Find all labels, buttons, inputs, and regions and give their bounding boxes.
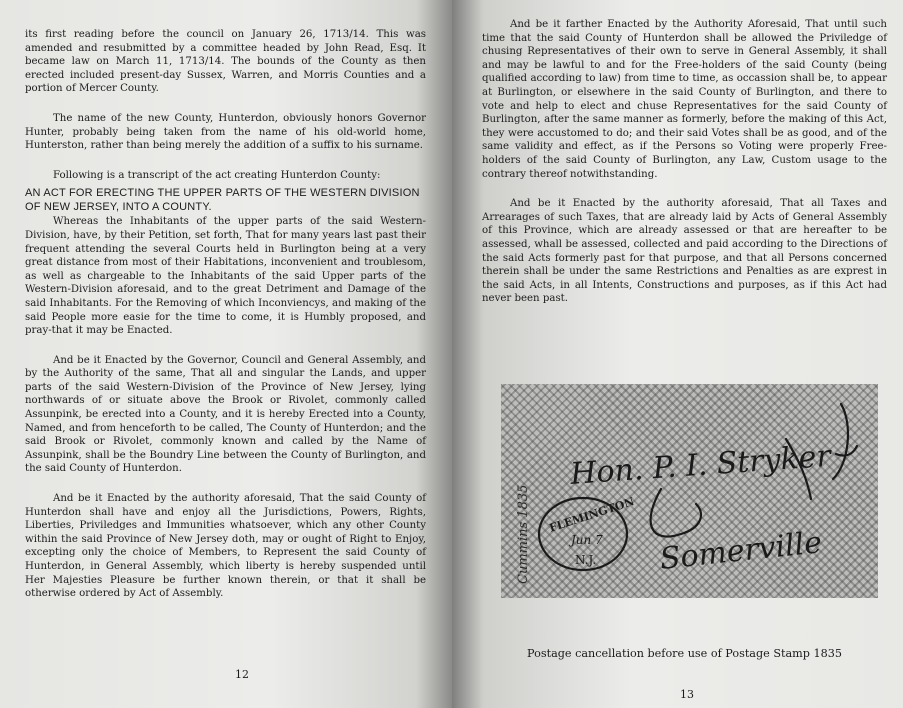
- flourish-stroke: [651, 489, 701, 537]
- left-paragraph-1: its first reading before the council on January 26, 1713/14. This was amended and resubmitted by a committee headed by John Read, Esq. It became law on March 11, 1713/14. The bounds of the County as then erected included present-day Sussex, Warren, and Morris Counties and a portion of Mercer County.: [25, 29, 426, 95]
- act-paragraph-3: And be it Enacted by the authority aforesaid, That the said County of Hunterdon shall have and enjoy all the Jurisdictions, Powers, Rights, Liberties, Priviledges and Immunities whatsoever, which any other County within the said Province of New Jersey doth, may or ought of Right to Enjoy, excepting only the choice of Members, to Represent the said County of Hunterdon, in General Assembly, which liberty is hereby suspended until Her Majesties Pleasure be further known therein, or that it shall be otherwise ordered by Act of Assembly.: [25, 493, 426, 600]
- address-name: Hon. P. I. Stryker: [569, 438, 832, 492]
- act-paragraph-2: And be it Enacted by the Governor, Council and General Assembly, and by the Authority of the same, That all and singular the Lands, and upper parts of the said Western-Division of the Province of New Jersey, lying northwards of or situate above the Brook or Rivolet, commonly called Assunpink, be erected into a County, and it is hereby Erected into a County, Named, and from henceforth to be called, The County of Hunterdon; and the said Brook or Rivolet, commonly known and called by the Name of Assunpink, shall be the Boundry Line between the County of Burlington, and the said County of Hunterdon.: [25, 354, 426, 475]
- left-page-number: 12: [235, 668, 249, 681]
- address-town: Somerville: [658, 525, 824, 577]
- image-caption: Postage cancellation before use of Postage Stamp 1835: [527, 647, 842, 660]
- margin-docket-note: Cummins 1835: [516, 484, 531, 584]
- act-paragraph-1: Whereas the Inhabitants of the upper parts of the said Western-Division, have, by their Petition, set forth, That for many years last past their frequent attending the several Courts held in Burlington being at a very great distance from most of their Habitations, inconvenient and troublesom, as well as chargeable to the Inhabitants of the said Upper parts of the Western-Division aforesaid, and to the great Detriment and Damage of the said Inhabitants. For the Removing of which Inconviencys, and making of the said People more easie for the time to come, it is Humbly proposed, and pray-that it may be Enacted.: [25, 216, 426, 337]
- postmark: [539, 495, 636, 570]
- act-heading: AN ACT FOR ERECTING THE UPPER PARTS OF THE WESTERN DIVISION OF NEW JERSEY, INTO A COUNTY.: [25, 187, 420, 214]
- left-paragraph-2: The name of the new County, Hunterdon, obviously honors Governor Hunter, probably being taken from the name of his old-world home, Hunterston, rather than being merely the addition of a suffix to his surname.: [25, 112, 426, 152]
- right-page: [452, 0, 903, 708]
- postmark-date: Jun 7: [571, 533, 603, 547]
- postal-cover-drawing: [501, 384, 878, 598]
- postmark-town: FLEMINGTON: [547, 494, 636, 535]
- postal-cover-photo: [501, 384, 878, 598]
- left-paragraph-3: Following is a transcript of the act creating Hunterdon County:: [53, 169, 381, 181]
- right-paragraph-1: And be it farther Enacted by the Authority Aforesaid, That until such time that the said County of Hunterdon shall be allowed the Priviledge of chusing Representatives of their own to serve in General Assembly, it shall and may be lawful to and for the Free-holders of the said County (being qualified according to law) from time to time, as occassion shall be, to appear at Burlington, or elsewhere in the said County of Burlington, and there to vote and help to elect and chuse Representatives for the said County of Burlington, after the same manner as formerly, before the making of this Act, they were accustomed to do; and their said Votes shall be as good, and of the same validity and effect, as if the Persons so Voting were properly Free-holders of the said County of Burlington, any Law, Custom usage to the contrary thereof notwithstanding.: [482, 19, 887, 180]
- right-paragraph-2: And be it Enacted by the authority aforesaid, That all Taxes and Arrearages of such Taxes, that are already laid by Acts of General Assembly of this Province, which are already assessed or that are hereafter to be assessed, whall be assessed, collected and paid according to the Directions of the said Acts formerly past for that purpose, and that all Persons concerned therein shall be under the same Restrictions and Penalties as are exprest in the said Acts, in all Intents, Constructions and purposes, as if this Act had never been past.: [482, 198, 887, 305]
- rate-mark: [833, 404, 848, 479]
- postmark-state: N.J.: [575, 553, 597, 567]
- right-page-number: 13: [680, 688, 694, 701]
